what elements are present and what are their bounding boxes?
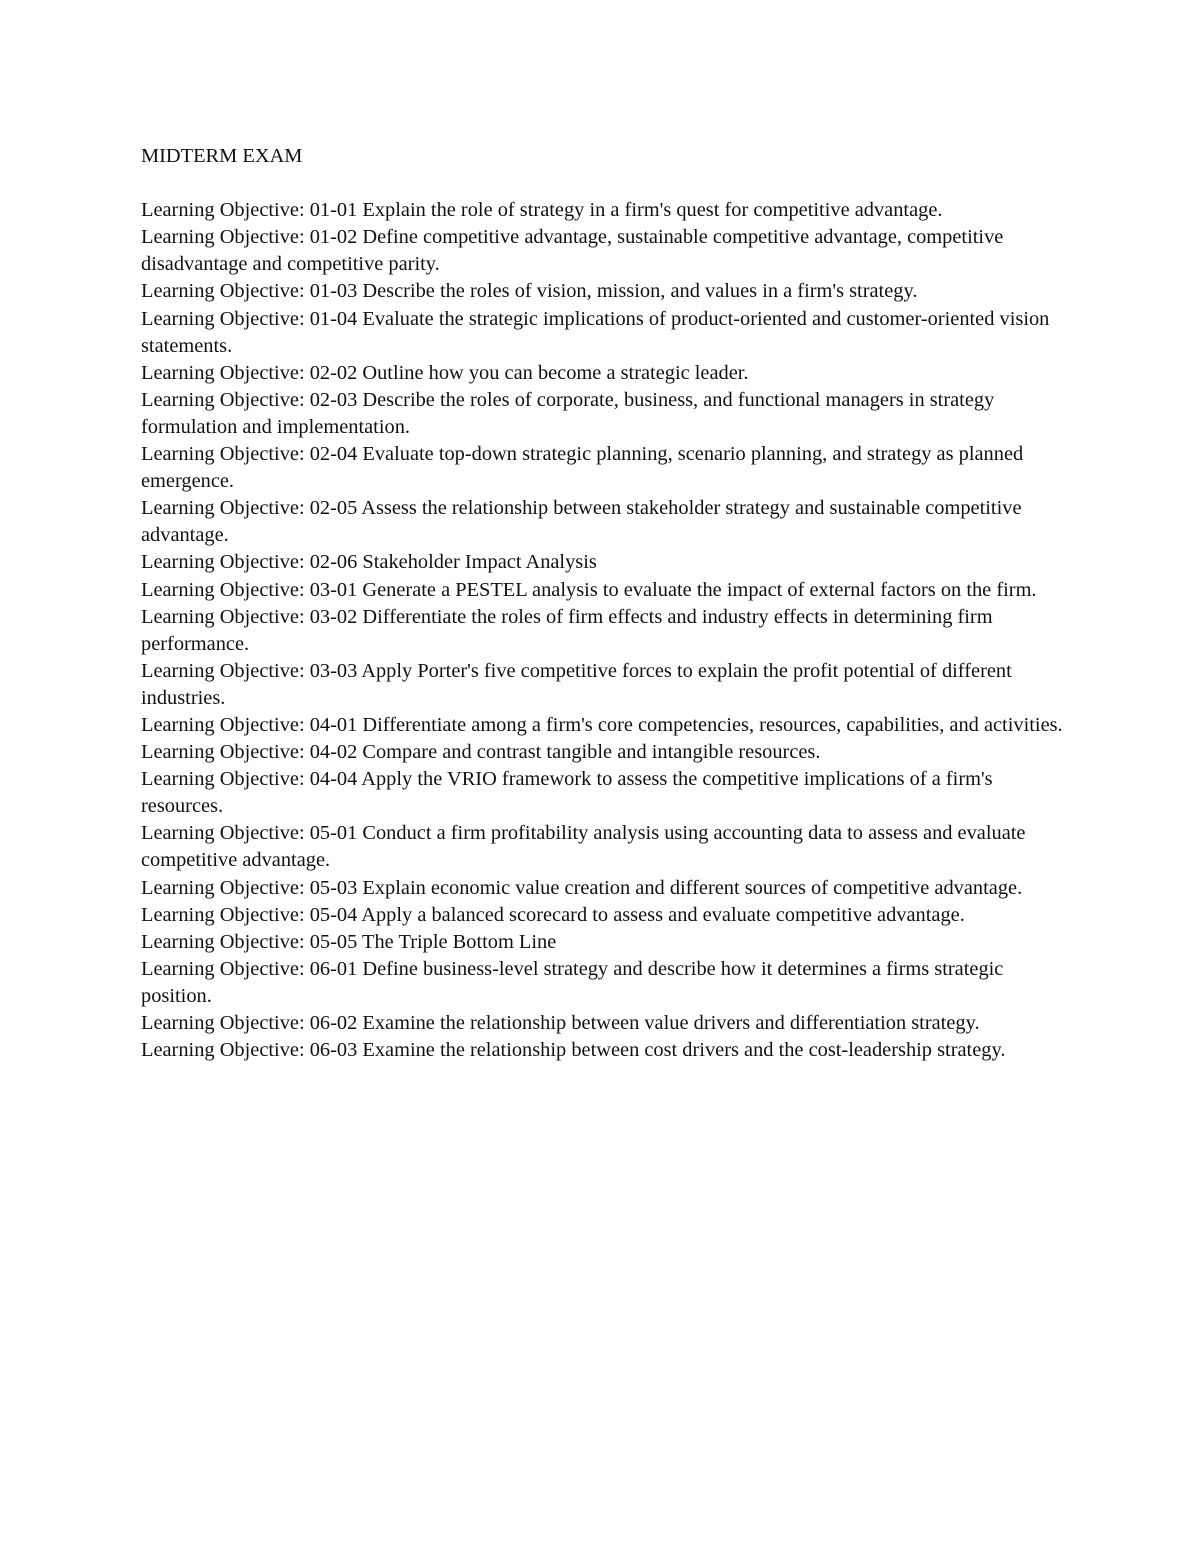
learning-objective-item: Learning Objective: 01-03 Describe the roles of vision, mission, and values in a firm's strategy. bbox=[141, 280, 918, 303]
learning-objective-item: Learning Objective: 02-05 Assess the relationship between stakeholder strategy and sustainable competitive advantage. bbox=[141, 497, 1022, 547]
learning-objective-item: Learning Objective: 02-02 Outline how you can become a strategic leader. bbox=[141, 361, 749, 384]
learning-objective-item: Learning Objective: 06-02 Examine the relationship between value drivers and differentiation strategy. bbox=[141, 1012, 980, 1034]
learning-objective-item: Learning Objective: 01-02 Define competitive advantage, sustainable competitive advantage, competitive disadvantage and competitive parity. bbox=[141, 226, 1004, 276]
learning-objective-item: Learning Objective: 03-02 Differentiate the roles of firm effects and industry effects in determining firm performance. bbox=[141, 605, 993, 655]
learning-objective-item: Learning Objective: 04-04 Apply the VRIO framework to assess the competitive implications of a firm's resources. bbox=[141, 768, 993, 818]
learning-objective-item: Learning Objective: 01-01 Explain the role of strategy in a firm's quest for competitive advantage. bbox=[141, 199, 943, 222]
learning-objective-item: Learning Objective: 05-04 Apply a balanced scorecard to assess and evaluate competitive advantage. bbox=[141, 903, 965, 926]
learning-objective-item: Learning Objective: 04-01 Differentiate among a firm's core competencies, resources, capabilities, and activities. bbox=[141, 713, 1063, 736]
learning-objective-item: Learning Objective: 02-03 Describe the roles of corporate, business, and functional managers in strategy formulation and implementation. bbox=[141, 388, 995, 438]
learning-objectives-list bbox=[141, 197, 1066, 1064]
learning-objective-item: Learning Objective: 03-03 Apply Porter's five competitive forces to explain the profit potential of different industries. bbox=[141, 659, 1012, 709]
document-body bbox=[141, 143, 1066, 1064]
learning-objective-item: Learning Objective: 02-06 Stakeholder Impact Analysis bbox=[141, 551, 597, 574]
learning-objective-item: Learning Objective: 03-01 Generate a PESTEL analysis to evaluate the impact of external factors on the firm. bbox=[141, 578, 1037, 601]
learning-objective-item: Learning Objective: 01-04 Evaluate the strategic implications of product-oriented and customer-oriented vision statements. bbox=[141, 307, 1050, 357]
page-title: MIDTERM EXAM bbox=[141, 145, 303, 167]
learning-objective-item: Learning Objective: 05-05 The Triple Bottom Line bbox=[141, 930, 557, 953]
learning-objective-item: Learning Objective: 06-01 Define business-level strategy and describe how it determines a firms strategic position. bbox=[141, 957, 1004, 1007]
learning-objective-item: Learning Objective: 04-02 Compare and contrast tangible and intangible resources. bbox=[141, 741, 821, 764]
learning-objective-item: Learning Objective: 06-03 Examine the relationship between cost drivers and the cost-leadership strategy. bbox=[141, 1039, 1006, 1062]
learning-objective-item: Learning Objective: 05-03 Explain economic value creation and different sources of competitive advantage. bbox=[141, 876, 1023, 899]
learning-objective-item: Learning Objective: 02-04 Evaluate top-down strategic planning, scenario planning, and strategy as planned emergence. bbox=[141, 443, 1024, 493]
learning-objective-item: Learning Objective: 05-01 Conduct a firm profitability analysis using accounting data to assess and evaluate competitive advantage. bbox=[141, 822, 1026, 872]
